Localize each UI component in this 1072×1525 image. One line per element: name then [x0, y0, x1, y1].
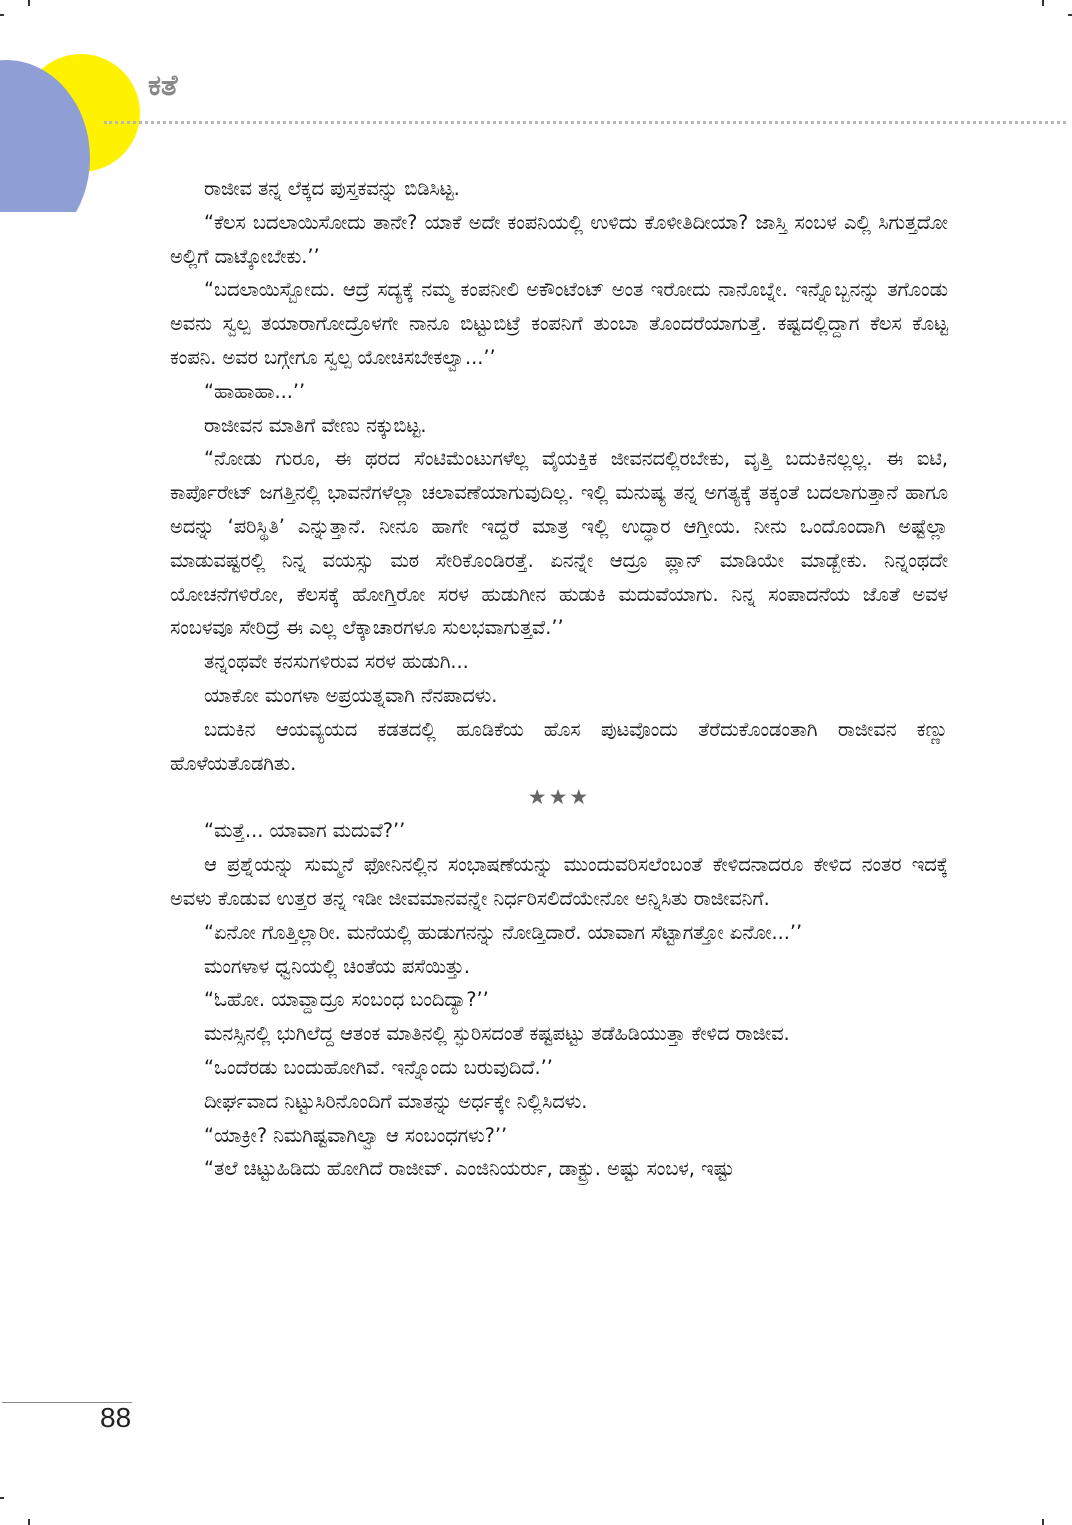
crop-mark	[28, 1519, 30, 1525]
crop-mark	[28, 0, 30, 6]
story-body	[170, 172, 948, 1186]
paragraph: “ಕೆಲಸ ಬದಲಾಯಿಸೋದು ತಾನೇ? ಯಾಕೆ ಅದೇ ಕಂಪನಿಯಲ್ಲಿ ಉಳಿದು ಕೊಳೀತಿದೀಯಾ? ಜಾಸ್ತಿ ಸಂಬಳ ಎಲ್ಲಿ ಸಿಗುತ್ತದೋ ಅಲ್ಲಿಗೆ ದಾಟ್ಕೋಬೇಕು.’’	[170, 210, 948, 268]
paragraph: ಯಾಕೋ ಮಂಗಳಾ ಅಪ್ರಯತ್ನವಾಗಿ ನೆನಪಾದಳು.	[204, 683, 498, 707]
crop-mark	[0, 1497, 4, 1499]
crop-mark	[1042, 0, 1044, 6]
crop-mark	[1042, 1519, 1044, 1525]
paragraph: “ತಲೆ ಚಿಟ್ಟುಹಿಡಿದು ಹೋಗಿದೆ ರಾಜೀವ್. ಎಂಜಿನಿಯರ್ರು, ಡಾಕ್ಟ್ರು. ಅಷ್ಟು ಸಂಬಳ, ಇಷ್ಟು	[204, 1157, 735, 1181]
paragraph: “ಮತ್ತೆ... ಯಾವಾಗ ಮದುವೆ?’’	[204, 819, 406, 843]
paragraph: “ಏನೋ ಗೊತ್ತಿಲ್ಲಾರೀ. ಮನೆಯಲ್ಲಿ ಹುಡುಗನನ್ನು ನೋಡ್ತಿದಾರೆ. ಯಾವಾಗ ಸೆಟ್ಟಾಗತ್ತೋ ಏನೋ...’’	[204, 920, 803, 944]
dotted-divider	[104, 121, 1066, 124]
paragraph: “ನೋಡು ಗುರೂ, ಈ ಥರದ ಸೆಂಟಿಮೆಂಟುಗಳೆಲ್ಲ ವೈಯಕ್ತಿಕ ಜೀವನದಲ್ಲಿರಬೇಕು, ವೃತ್ತಿ ಬದುಕಿನಲ್ಲಲ್ಲ. ಈ ಐಟಿ, ಕಾರ್ಪೊರೇಟ್ ಜಗತ್ತಿನಲ್ಲಿ ಭಾವನೆಗಳೆಲ್ಲಾ ಚಲಾವಣೆಯಾಗುವುದಿಲ್ಲ. ಇಲ್ಲಿ ಮನುಷ್ಯ ತನ್ನ ಅಗತ್ಯಕ್ಕೆ ತಕ್ಕಂತೆ ಬದಲಾಗುತ್ತಾನೆ ಹಾಗೂ ಅದನ್ನು ‘ಪರಿಸ್ಥಿತಿ’ ಎನ್ನುತ್ತಾನೆ. ನೀನೂ ಹಾಗೇ ಇದ್ದರೆ ಮಾತ್ರ ಇಲ್ಲಿ ಉದ್ಧಾರ ಆಗ್ತೀಯ. ನೀನು ಒಂದೊಂದಾಗಿ ಅಷ್ಟೆಲ್ಲಾ ಮಾಡುವಷ್ಟರಲ್ಲಿ ನಿನ್ನ ವಯಸ್ಸು ಮಠ ಸೇರಿಕೊಂಡಿರತ್ತೆ. ಏನನ್ನೇ ಆದ್ರೂ ಪ್ಲಾನ್ ಮಾಡಿಯೇ ಮಾಡ್ಬೇಕು. ನಿನ್ನಂಥದೇ ಯೋಚನೆಗಳಿರೋ, ಕೆಲಸಕ್ಕೆ ಹೋಗ್ತಿರೋ ಸರಳ ಹುಡುಗೀನ ಹುಡುಕಿ ಮದುವೆಯಾಗು. ನಿನ್ನ ಸಂಪಾದನೆಯ ಜೊತೆ ಅವಳ ಸಂಬಳವೂ ಸೇರಿದ್ರೆ ಈ ಎಲ್ಲ ಲೆಕ್ಕಾಚಾರಗಳೂ ಸುಲಭವಾಗುತ್ತವೆ.’’	[170, 447, 948, 640]
paragraph: “ಹಾಹಾಹಾ...’’	[204, 379, 306, 403]
paragraph: “ಬದಲಾಯಿಸ್ಬೋದು. ಆದ್ರೆ ಸದ್ಯಕ್ಕೆ ನಮ್ಮ ಕಂಪನೀಲಿ ಅಕೌಂಟೆಂಟ್ ಅಂತ ಇರೋದು ನಾನೊಬ್ನೇ. ಇನ್ನೊಬ್ಬನನ್ನು ತಗೊಂಡು ಅವನು ಸ್ವಲ್ಪ ತಯಾರಾಗೋದ್ರೊಳಗೇ ನಾನೂ ಬಿಟ್ಟುಬಿಟ್ರೆ ಕಂಪನಿಗೆ ತುಂಬಾ ತೊಂದರೆಯಾಗುತ್ತೆ. ಕಷ್ಟದಲ್ಲಿದ್ದಾಗ ಕೆಲಸ ಕೊಟ್ಟ ಕಂಪನಿ. ಅವರ ಬಗ್ಗೇಗೂ ಸ್ವಲ್ಪ ಯೋಚಿಸಬೇಕಲ್ವಾ...’’	[170, 278, 948, 369]
paragraph: “ಓಹೋ. ಯಾವ್ದಾದ್ರೂ ಸಂಬಂಧ ಬಂದಿದ್ಯಾ?’’	[204, 988, 489, 1012]
crop-mark	[0, 14, 4, 16]
paragraph: ತನ್ನಂಥವೇ ಕನಸುಗಳಿರುವ ಸರಳ ಹುಡುಗಿ...	[204, 650, 469, 674]
paragraph: “ಒಂದೆರಡು ಬಂದುಹೋಗಿವೆ. ಇನ್ನೊಂದು ಬರುವುದಿದೆ.’’	[204, 1055, 553, 1079]
paragraph: ರಾಜೀವ ತನ್ನ ಲೆಕ್ಕದ ಪುಸ್ತಕವನ್ನು ಬಿಡಿಸಿಟ್ಟ.	[204, 177, 460, 200]
page-number: 88	[100, 1402, 132, 1433]
crop-mark	[1068, 14, 1072, 16]
section-title: ಕತೆ	[148, 68, 178, 102]
header-decoration	[0, 52, 150, 212]
paragraph: “ಯಾಕ್ರೀ? ನಿಮಗಿಷ್ಟವಾಗಿಲ್ವಾ ಆ ಸಂಬಂಧಗಳು?’’	[204, 1123, 508, 1147]
section-separator: ★★★	[527, 785, 591, 810]
paragraph: ಬದುಕಿನ ಆಯವ್ಯಯದ ಕಡತದಲ್ಲಿ ಹೂಡಿಕೆಯ ಹೊಸ ಪುಟವೊಂದು ತೆರೆದುಕೊಂಡಂತಾಗಿ ರಾಜೀವನ ಕಣ್ಣು ಹೊಳೆಯತೊಡಗಿತು.	[170, 717, 948, 775]
paragraph: ರಾಜೀವನ ಮಾತಿಗೆ ವೇಣು ನಕ್ಕುಬಿಟ್ಟ.	[204, 413, 427, 437]
paragraph: ಆ ಪ್ರಶ್ನೆಯನ್ನು ಸುಮ್ಮನೆ ಫೋನಿನಲ್ಲಿನ ಸಂಭಾಷಣೆಯನ್ನು ಮುಂದುವರಿಸಲೆಂಬಂತೆ ಕೇಳಿದನಾದರೂ ಕೇಳಿದ ನಂತರ ಇದಕ್ಕೆ ಅವಳು ಕೊಡುವ ಉತ್ತರ ತನ್ನ ಇಡೀ ಜೀವಮಾನವನ್ನೇ ನಿರ್ಧರಿಸಲಿದೆಯೇನೋ ಅನ್ನಿಸಿತು ರಾಜೀವನಿಗೆ.	[170, 853, 948, 910]
paragraph: ಮನಸ್ಸಿನಲ್ಲಿ ಭುಗಿಲೆದ್ದ ಆತಂಕ ಮಾತಿನಲ್ಲಿ ಸ್ಫುರಿಸದಂತೆ ಕಷ್ಟಪಟ್ಟು ತಡೆಹಿಡಿಯುತ್ತಾ ಕೇಳಿದ ರಾಜೀವ.	[204, 1022, 790, 1046]
paragraph: ಮಂಗಳಾಳ ಧ್ವನಿಯಲ್ಲಿ ಚಿಂತೆಯ ಪಸೆಯಿತ್ತು.	[204, 954, 471, 978]
paragraph: ದೀರ್ಘವಾದ ನಿಟ್ಟುಸಿರಿನೊಂದಿಗೆ ಮಾತನ್ನು ಅರ್ಧಕ್ಕೇ ನಿಲ್ಲಿಸಿದಳು.	[204, 1089, 588, 1113]
